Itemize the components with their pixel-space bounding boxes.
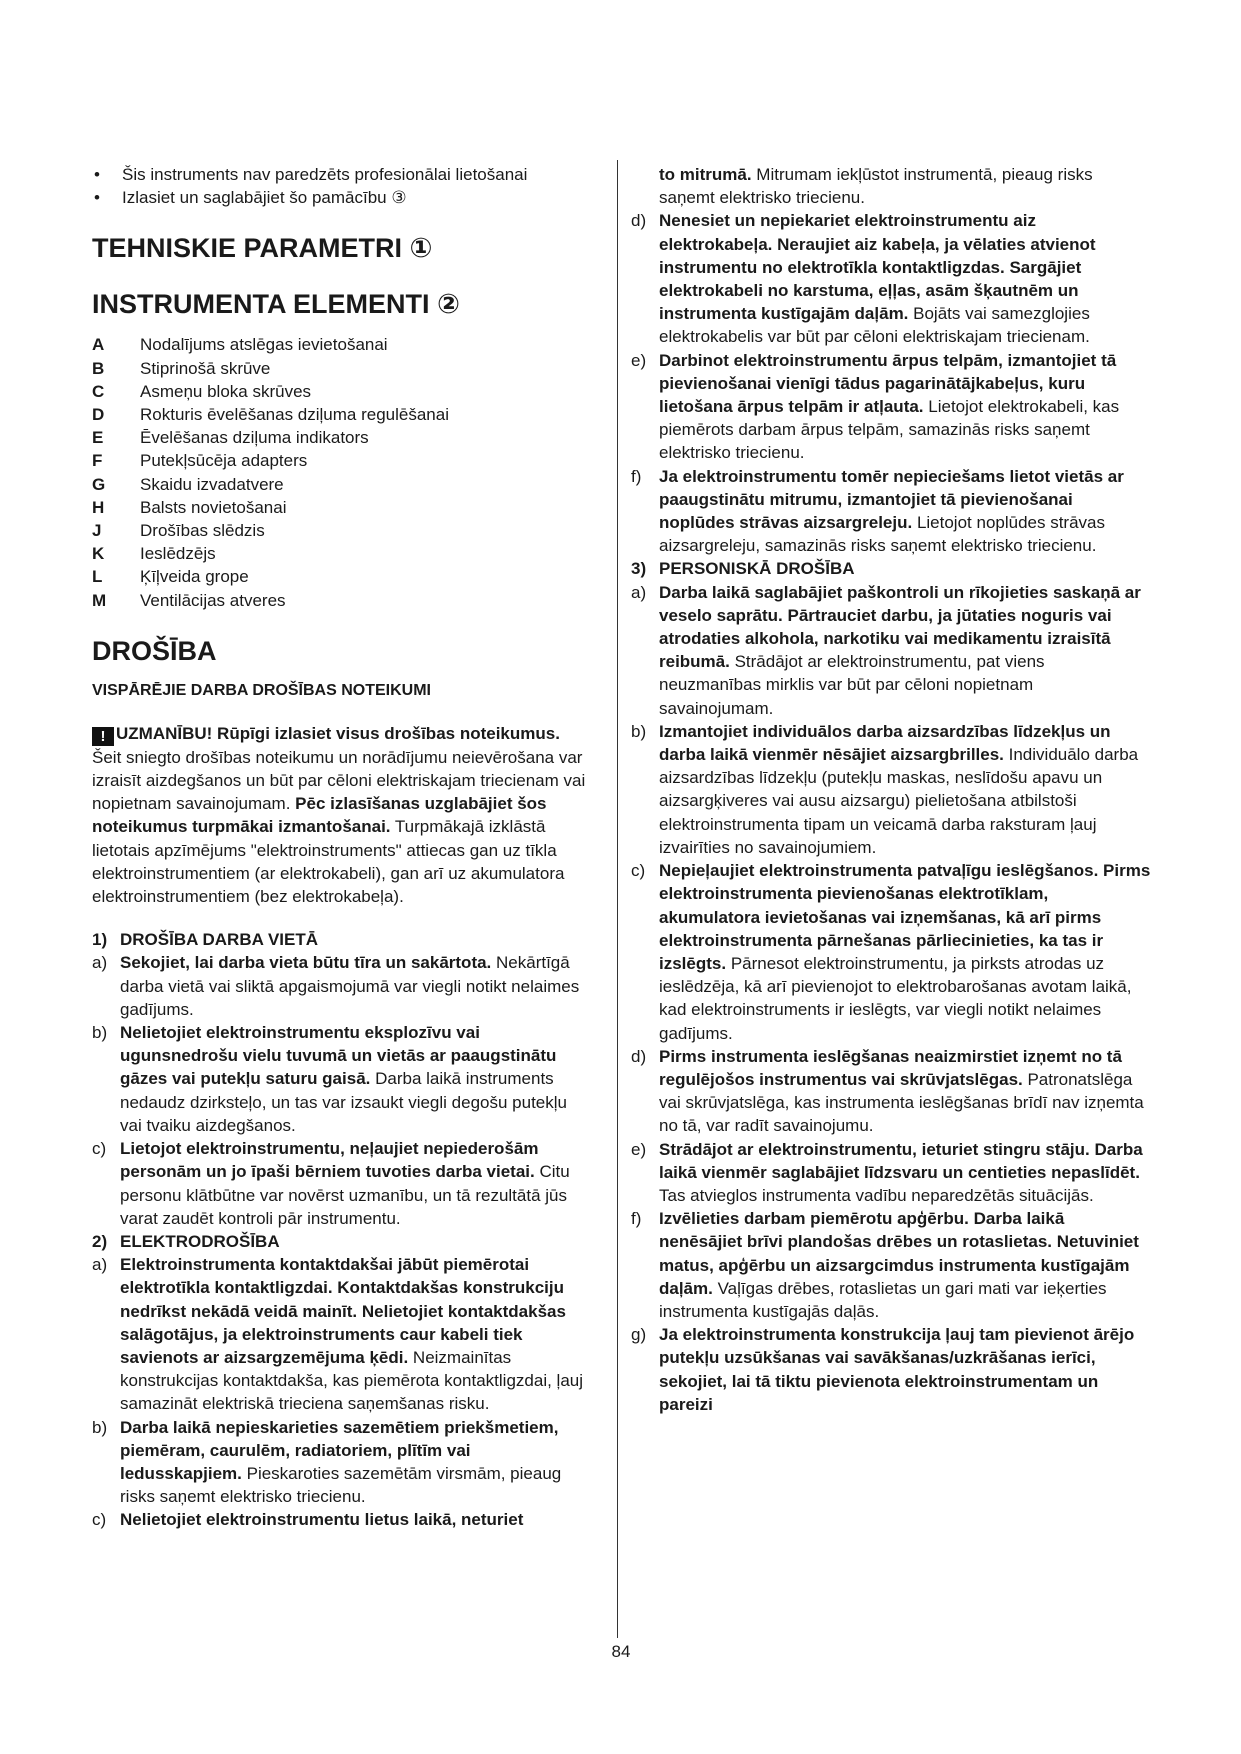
part-label: Nodalījums atslēgas ievietošanai <box>140 335 388 355</box>
rule-marker: b) <box>631 721 647 741</box>
rule-bold: Izmantojiet individuālos darba aizsardzības līdzekļus un darba laikā vienmēr nēsājiet aizsargbrilles. <box>659 721 1111 765</box>
rule-bold: Sekojiet, lai darba vieta būtu tīra un sakārtota. <box>120 953 492 973</box>
part-label: Ieslēdzējs <box>140 544 216 564</box>
part-row <box>92 426 587 449</box>
section-title: PERSONISKĀ DROŠĪBA <box>659 559 855 579</box>
intro-bullet: • Šis instruments nav paredzēts profesionālai lietošanai <box>92 163 587 186</box>
parts-list <box>92 333 587 611</box>
rule-bold: Nepieļaujiet elektroinstrumenta patvaļīgu ieslēgšanos. Pirms elektroinstrumenta pievienošanas elektrotīklam, akumulatora ievietošanas vai izņemšanas, kā arī pirms elektroinstrumenta pārnešanas pārliecinieties, ka tas ir izslēgts. <box>659 861 1151 973</box>
section-heading <box>92 1230 587 1253</box>
rule-item <box>631 1138 1151 1208</box>
rule-item-continued <box>631 163 1151 209</box>
rule-bold: Elektroinstrumenta kontaktdakšai jābūt piemērotai elektrotīkla kontaktligzdai. Kontaktdakšas konstrukciju nedrīkst nekādā veidā mainīt. Nelietojiet kontaktdakšas salāgotājus, ja elektroinstruments caur kabeli tiek savienots ar aizsargzemējuma ķēdi. <box>120 1255 566 1367</box>
section-number: 3) <box>631 559 647 579</box>
rule-bold: Izvēlieties darbam piemērotu apģērbu. Darba laikā nenēsājiet brīvi plandošas drēbes un rotaslietas. Netuviniet matus, apģērbu un aizsargcimdus instrumenta kustīgajām daļām. <box>659 1209 1139 1298</box>
part-key: F <box>92 451 103 471</box>
rule-bold: Lietojot elektroinstrumentu, neļaujiet nepiederošām personām un jo īpaši bērniem tuvoties darba vietai. <box>120 1139 539 1182</box>
part-label: Ķīļveida grope <box>140 567 249 587</box>
part-row <box>92 496 587 519</box>
part-key: B <box>92 358 105 378</box>
rule-text: Lietojot noplūdes strāvas aizsargreleju, samazinās risks saņemt elektrisko triecienu. <box>659 513 1106 556</box>
warning-text: Šeit sniegto drošības noteikumu un norādījumu neievērošana var izraisīt aizdegšanos un būt par cēloni elektriskajam triecienam vai nopietnam savainojumam. <box>92 747 586 814</box>
page-number: 84 <box>611 1642 631 1661</box>
part-key: D <box>92 405 105 425</box>
heading-tool-elements: INSTRUMENTA ELEMENTI ② <box>92 289 460 320</box>
rule-item <box>631 465 1151 558</box>
rule-bold: Darbinot elektroinstrumentu ārpus telpām, izmantojiet tā pievienošanai vienīgi tādus pagarinātājkabeļus, kuru lietošana ārpus telpām ir atļauta. <box>659 350 1117 417</box>
rule-item <box>92 1508 587 1531</box>
section-title: DROŠĪBA DARBA VIETĀ <box>120 930 319 950</box>
part-key: L <box>92 567 103 587</box>
rule-marker: b) <box>92 1417 108 1437</box>
rule-text: Nekārtīgā darba vietā vai sliktā apgaismojumā var viegli notikt nelaimes gadījums. <box>120 953 580 1019</box>
rule-text: Vaļīgas drēbes, rotaslietas un gari mati var ieķerties instrumenta kustīgajās daļās. <box>659 1278 1107 1321</box>
rule-text: Bojāts vai samezglojies elektrokabelis var būt par cēloni elektriskajam triecienam. <box>659 304 1090 347</box>
left-column <box>92 163 587 1532</box>
part-row <box>92 403 587 426</box>
rule-item <box>631 349 1151 465</box>
rule-item <box>92 1416 587 1509</box>
rule-text: Individuālo darba aizsardzības līdzekļu (putekļu maskas, neslīdošu apavu un aizsargķiveres vai ausu aizsargu) pielietošana atbilstoši elektroinstrumenta tipam un veicamā darba raksturam ļauj izvairīties no savainojumiem. <box>659 745 1139 857</box>
part-key: H <box>92 497 105 517</box>
section-title: ELEKTRODROŠĪBA <box>120 1231 280 1251</box>
rule-marker: f) <box>631 1209 642 1229</box>
rule-item <box>631 1045 1151 1138</box>
part-label: Stiprinošā skrūve <box>140 358 271 378</box>
rule-text: Strādājot ar elektroinstrumentu, pat viens neuzmanības mirklis var būt par cēloni nopietnam savainojumam. <box>659 652 1045 718</box>
part-row <box>92 542 587 565</box>
part-key: C <box>92 381 105 401</box>
part-label: Skaidu izvadatvere <box>140 474 284 494</box>
rule-bold: to mitrumā. <box>659 165 752 184</box>
part-key: E <box>92 428 104 448</box>
part-label: Putekļsūcēja adapters <box>140 451 308 471</box>
part-label: Ventilācijas atveres <box>140 590 286 610</box>
rule-text: Darba laikā instruments nedaudz dzirksteļo, un tas var izsaukt viegli degošu putekļu vai tvaiku aizdegšanos. <box>120 1069 567 1135</box>
rule-bold: Ja elektroinstrumentu tomēr nepieciešams lietot vietās ar paaugstinātu mitrumu, izmantojiet tā pievienošanai noplūdes strāvas aizsargreleju. <box>659 466 1124 533</box>
rule-text: Pārnesot elektroinstrumentu, ja pirksts atrodas uz ieslēdzēja, kā arī pievienojot to elektrobarošanas avotam laikā, kad elektroinstruments ir ieslēgts, var viegli notikt nelaimes gadījums. <box>659 953 1132 1043</box>
rule-item <box>92 1137 587 1230</box>
warning-bold-keep: Pēc izlasīšanas uzglabājiet šos noteikumus turpmākai izmantošanai. <box>92 794 547 837</box>
part-row <box>92 589 587 612</box>
rule-marker: c) <box>92 1510 107 1530</box>
warning-triangle-icon: ! <box>92 727 114 746</box>
part-row <box>92 333 587 356</box>
rule-bold: Nelietojiet elektroinstrumentu eksplozīvu vai ugunsnedrošu vielu tuvumā un vietās ar paaugstinātu gāzes vai putekļu saturu gaisā. <box>120 1023 557 1089</box>
rule-text: Citu personu klātbūtne var novērst uzmanību, un tā rezultātā jūs varat zaudēt kontroli pār instrumentu. <box>120 1162 570 1228</box>
part-label: Balsts novietošanai <box>140 497 287 517</box>
part-label: Rokturis ēvelēšanas dziļuma regulēšanai <box>140 405 449 425</box>
rule-text: Pieskaroties sazemētām virsmām, pieaug risks saņemt elektrisko triecienu. <box>120 1463 562 1507</box>
rule-bold: Darba laikā saglabājiet paškontroli un rīkojieties saskaņā ar veselo saprātu. Pārtrauciet darbu, ja jūtaties noguris vai atrodaties alkohola, narkotiku vai medikamentu izraisītā reibumā. <box>659 582 1141 672</box>
part-key: A <box>92 335 105 355</box>
part-row <box>92 565 587 588</box>
part-row <box>92 519 587 542</box>
section-heading <box>92 928 587 951</box>
rule-marker: e) <box>631 1139 647 1159</box>
part-label: Ēvelēšanas dziļuma indikators <box>140 428 369 448</box>
warning-paragraph <box>92 722 587 908</box>
rule-marker: b) <box>92 1023 108 1043</box>
rule-marker: a) <box>92 953 108 973</box>
section-number: 1) <box>92 930 108 950</box>
rule-bold: Pirms instrumenta ieslēgšanas neaizmirstiet izņemt no tā regulējošos instrumentus vai skrūvjatslēgas. <box>659 1046 1122 1089</box>
rule-text: Patronatslēga vai skrūvjatslēga, kas instrumenta ieslēgšanas brīdī nav izņemta no tā, var radīt savainojumu. <box>659 1069 1144 1136</box>
part-row <box>92 380 587 403</box>
rule-bold: Strādājot ar elektroinstrumentu, ieturiet stingru stāju. Darba laikā vienmēr saglabājiet līdzsvaru un centieties nepaslīdēt. <box>659 1139 1143 1182</box>
rule-text: Mitrumam iekļūstot instrumentā, pieaug risks saņemt elektrisko triecienu. <box>659 165 1093 208</box>
part-label: Drošības slēdzis <box>140 521 265 541</box>
rule-text: Lietojot elektrokabeli, kas piemērots darbam ārpus telpām, samazinās risks saņemt elektrisko triecienu. <box>659 397 1120 463</box>
rule-item <box>92 1253 587 1415</box>
part-label: Asmeņu bloka skrūves <box>140 381 312 401</box>
rule-text: Neizmainītas konstrukcijas kontaktdakša, kas piemērota kontaktligzdai, ļauj samazināt elektriskā trieciena saņemšanas risku. <box>120 1347 584 1414</box>
warning-bold-lead: UZMANĪBU! Rūpīgi izlasiet visus drošības noteikumus. <box>116 723 560 743</box>
rule-text: Tas atvieglos instrumenta vadību neparedzētās situācijās. <box>659 1185 1094 1205</box>
column-divider <box>617 160 618 1638</box>
part-key: M <box>92 590 107 610</box>
part-key: J <box>92 521 102 541</box>
right-column <box>631 163 1151 1416</box>
rule-marker: a) <box>631 582 647 602</box>
heading-technical-parameters: TEHNISKIE PARAMETRI ① <box>92 233 433 264</box>
subheading-general-safety-rules: VISPĀRĒJIE DARBA DROŠĪBAS NOTEIKUMI <box>92 681 431 699</box>
part-row <box>92 449 587 472</box>
rule-marker: d) <box>631 211 647 231</box>
rule-bold: Darba laikā nepieskarieties sazemētiem priekšmetiem, piemēram, caurulēm, radiatoriem, plītīm vai ledusskapjiem. <box>120 1417 559 1483</box>
section-number: 2) <box>92 1231 108 1251</box>
intro-bullet: • Izlasiet un saglabājiet šo pamācību ③ <box>92 186 587 209</box>
rule-item <box>92 951 587 1021</box>
rule-bold: Ja elektroinstrumenta konstrukcija ļauj tam pievienot ārējo putekļu uzsūkšanas vai savākšanas/uzkrāšanas ierīci, sekojiet, lai tā tiktu pievienota elektroinstrumentam un pareizi <box>659 1325 1135 1414</box>
rule-item <box>92 1021 587 1137</box>
rule-item <box>631 1207 1151 1323</box>
part-row <box>92 473 587 496</box>
rule-marker: f) <box>631 466 642 486</box>
rule-marker: c) <box>92 1139 107 1159</box>
rule-item <box>631 859 1151 1045</box>
rule-item <box>631 209 1151 348</box>
section-heading <box>631 557 1151 580</box>
rule-marker: g) <box>631 1325 647 1345</box>
part-key: G <box>92 474 106 494</box>
rule-bold: Nelietojiet elektroinstrumentu lietus laikā, neturiet <box>120 1510 524 1530</box>
part-key: K <box>92 544 105 564</box>
rule-marker: e) <box>631 350 647 370</box>
rule-marker: c) <box>631 861 646 881</box>
rule-item <box>631 1323 1151 1416</box>
rule-bold: Nenesiet un nepiekariet elektroinstrumentu aiz elektrokabeļa. Neraujiet aiz kabeļa, ja vēlaties atvienot instrumentu no elektrotīkla kontaktligzdas. Sargājiet elektrokabeli no karstuma, eļļas, asām šķautnēm un instrumenta kustīgajām daļām. <box>659 211 1096 324</box>
rule-marker: d) <box>631 1046 647 1066</box>
warning-text-definition: Turpmākajā izklāstā lietotais apzīmējums "elektroinstruments" attiecas gan uz tīkla elektroinstrumentiem (ar elektrokabeli), gan arī uz akumulatora elektroinstrumentiem (bez elektrokabeļa). <box>92 817 565 907</box>
heading-safety: DROŠĪBA <box>92 635 217 666</box>
rule-marker: a) <box>92 1255 108 1275</box>
rule-item <box>631 720 1151 859</box>
rule-item <box>631 581 1151 720</box>
part-row <box>92 357 587 380</box>
